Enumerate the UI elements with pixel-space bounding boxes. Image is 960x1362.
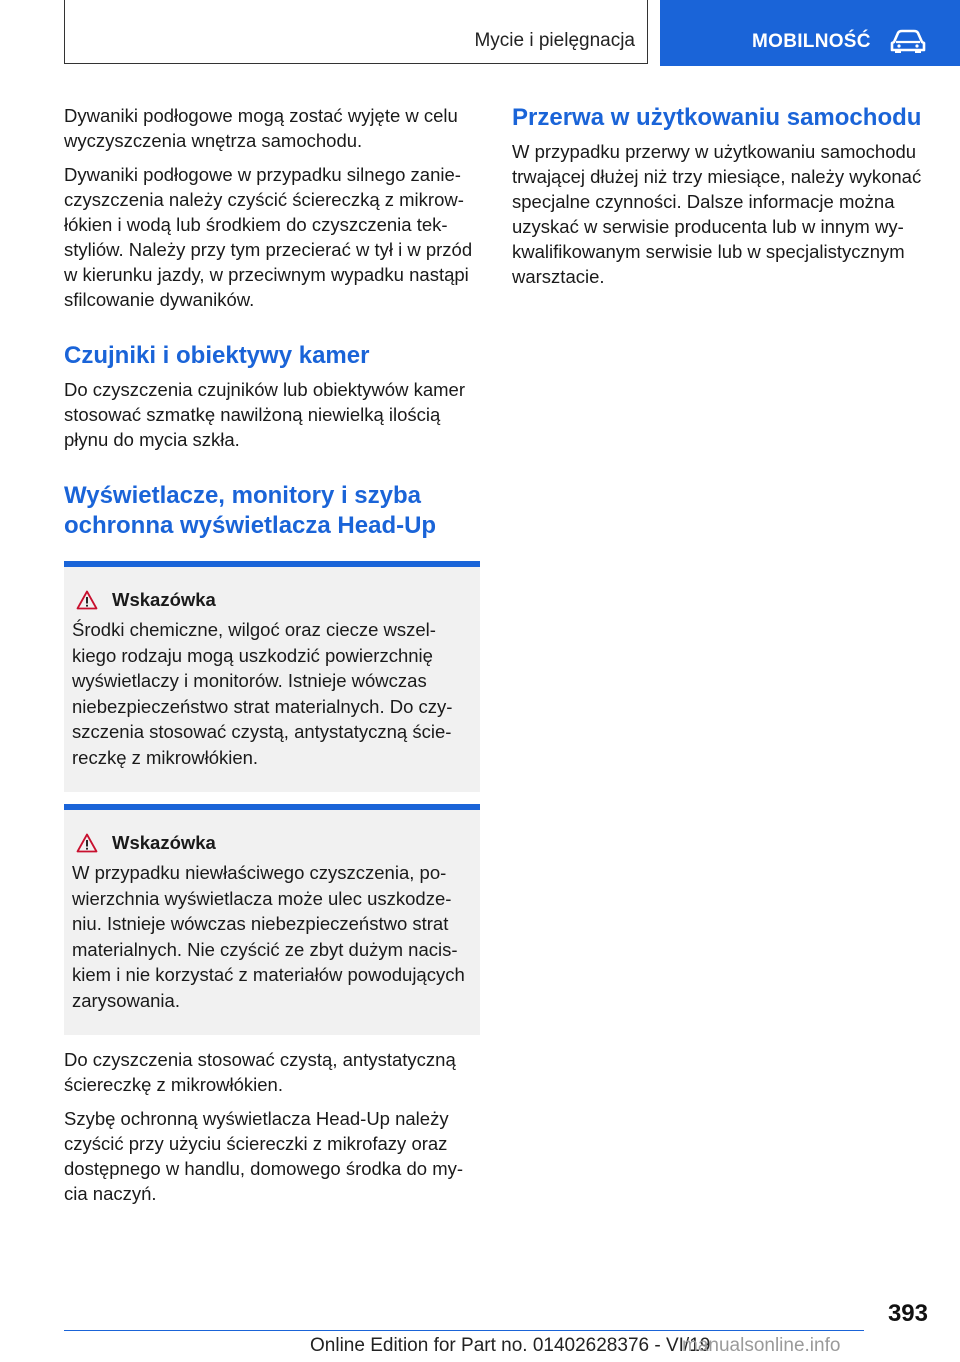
chapter-title: Mycie i pielęgnacja [474, 30, 635, 51]
header-title-box [64, 0, 648, 64]
warning-box-chemicals [64, 561, 480, 792]
page-number: 393 [887, 1300, 928, 1327]
section-tab [660, 0, 960, 66]
paragraph-mats-removal: Dywaniki podłogowe mogą zostać wyjęte w celu wyczyszczenia wnętrza samochodu. [64, 105, 458, 151]
paragraph-pause: W przypadku przerwy w użytkowaniu samochodu trwającej dłużej niż trzy miesiące, należy wykonać specjalne czynności. Dalsze informacje można uzyskać w serwisie producenta lub w innym wykwalifikowanym serwisie lub w specjalistycznym warsztacie. [512, 141, 922, 287]
warning-title: Wskazówka [112, 589, 216, 610]
paragraph-microfiber: Do czyszczenia stosować czystą, antystatyczną ściereczkę z mikrowłókien. [64, 1049, 456, 1095]
paragraph-mats-cleaning: Dywaniki podłogowe w przypadku silnego zanieczyszczenia należy czyścić ściereczką z mikrowłókien i wodą lub środkiem do czyszczenia tekstyliów. Należy przy tym przecierać w tył i w przód w kierunku jazdy, w przeciwnym wypadku nastąpi sfilcowanie dywaników. [64, 164, 473, 310]
warning-title: Wskazówka [112, 832, 216, 853]
car-icon [890, 28, 926, 54]
edition-text: Online Edition for Part no. 01402628376 - VI/19 [310, 1335, 711, 1356]
heading-sensors: Czujniki i obiektywy kamer [64, 342, 370, 369]
warning-box-cleaning [64, 804, 480, 1035]
paragraph-headup: Szybę ochronną wyświetlacza Head-Up należy czyścić przy użyciu ściereczki z mikrofazy oraz dostępnego w handlu, domowego środka do mycia naczyń. [64, 1108, 464, 1204]
left-column [64, 103, 480, 1215]
warning-triangle-icon [76, 833, 98, 853]
warning-triangle-icon [76, 590, 98, 610]
heading-displays: Wyświetlacze, monitory i szyba ochronna wyświetlacza Head-Up [64, 482, 437, 539]
warning-text: W przypadku niewłaściwego czyszczenia, powierzchnia wyświetlacza może ulec uszkodzeniu. Istnieje wówczas niebezpieczeństwo strat materialnych. Nie czyścić ze zbyt dużym naciskiem i nie korzystać z materiałów powodujących zarysowania. [72, 862, 465, 1011]
section-label: MOBILNOŚĆ [752, 31, 871, 52]
warning-text: Środki chemiczne, wilgoć oraz ciecze wszelkiego rodzaju mogą uszkodzić powierzchnię wyświetlaczy i monitorów. Istnieje wówczas niebezpieczeństwo strat materialnych. Do czyszczenia stosować czystą, antystatyczną ściereczkę z mikrowłókien. [72, 619, 453, 768]
right-column [512, 103, 928, 298]
watermark: manualsonline.info [682, 1335, 841, 1356]
paragraph-sensors: Do czyszczenia czujników lub obiektywów kamer stosować szmatkę nawilżoną niewielką ilością płynu do mycia szkła. [64, 379, 465, 450]
footer-divider [64, 1330, 864, 1331]
heading-pause: Przerwa w użytkowaniu samochodu [512, 104, 922, 131]
